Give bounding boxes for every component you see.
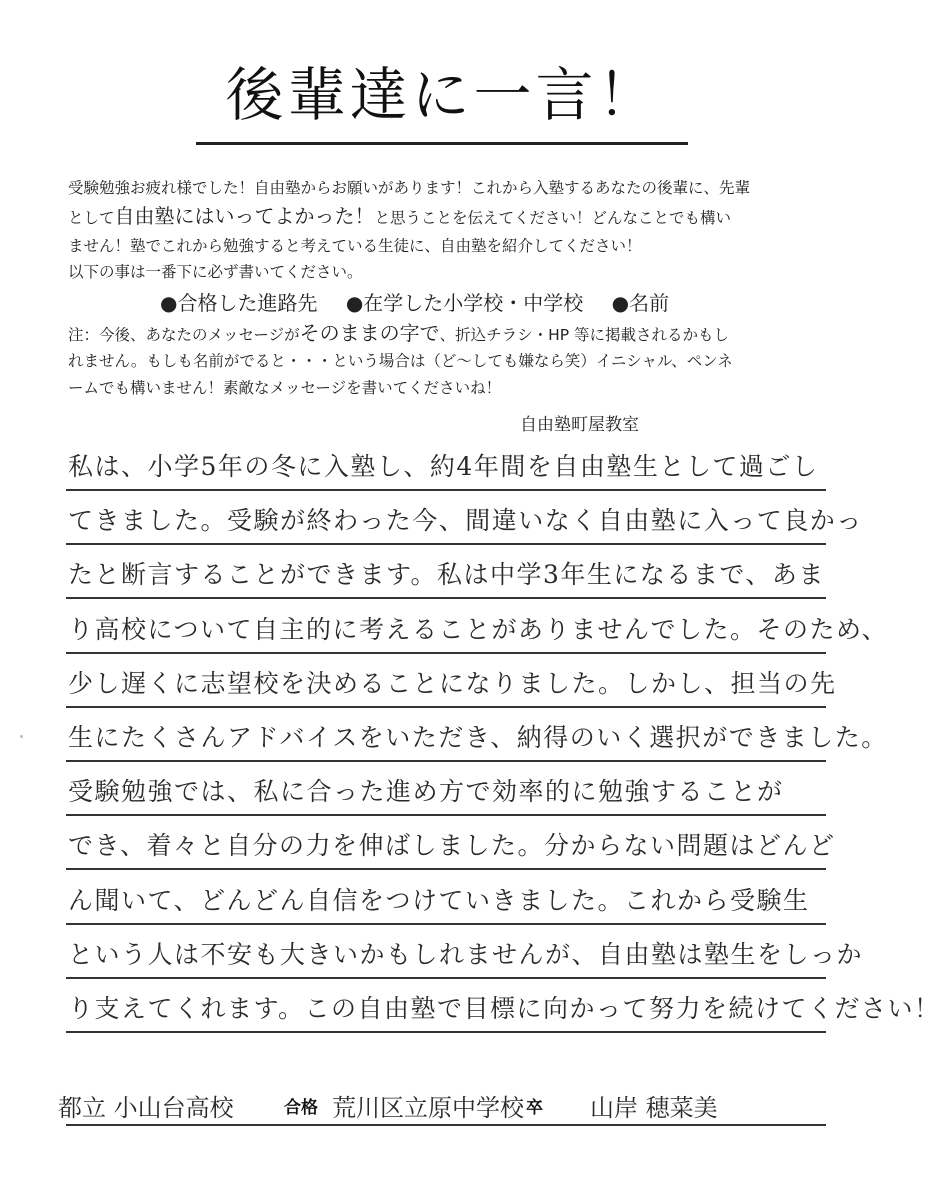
message-line: 少し遅くに志望校を決めることになりました。しかし、担当の先: [68, 668, 837, 698]
scan-speck: [20, 735, 23, 738]
message-line: 生にたくさんアドバイスをいただき、納得のいく選択ができました。: [68, 723, 888, 752]
message-line: り支えてくれます。この自由塾で目標に向かって努力を続けてください！: [68, 994, 941, 1023]
instruction-emphasis: 自由塾にはいってよかった！: [114, 204, 375, 228]
pass-label: 合格: [284, 1098, 318, 1118]
high-school-name: 都立 小山台高校: [58, 1094, 234, 1122]
instruction-line-2-pre: として: [68, 209, 115, 227]
note-post: 、折込チラシ・HP 等に掲載されるかもし: [439, 326, 730, 344]
message-line: でき、着々と自分の力を伸ばしました。分からない問題はどんど: [68, 831, 836, 861]
student-name: 山岸 穂菜美: [590, 1094, 718, 1122]
note-emphasis: そのままの字で: [299, 321, 440, 345]
note-line-3: ームでも構いません！素敵なメッセージを書いてくださいね！: [68, 379, 502, 397]
graduate-label: 卒: [526, 1098, 543, 1118]
ruled-line: [66, 489, 826, 491]
instruction-line-3: ません！塾でこれから勉強すると考えている生徒に、自由塾を紹介してください！: [68, 237, 642, 255]
message-line: ん聞いて、どんどん自信をつけていきました。これから受験生: [68, 885, 810, 915]
instruction-line-4: 以下の事は一番下に必ず書いてください。: [68, 263, 363, 281]
message-line: 私は、小学5年の冬に入塾し、約4年間を自由塾生として過ごし: [68, 452, 819, 481]
requirement-item: ●名前: [611, 291, 670, 315]
signature-rule: [66, 1124, 826, 1126]
ruled-line: [66, 760, 826, 762]
message-line: という人は不安も大きいかもしれませんが、自由塾は塾生をしっか: [68, 939, 864, 969]
ruled-line: [66, 706, 826, 708]
ruled-line: [66, 923, 826, 925]
requirement-item: ●合格した進路先: [160, 291, 318, 315]
note-line-1: [68, 320, 838, 348]
ruled-line: [66, 977, 826, 979]
note-line-2: れません。もしも名前がでると・・・という場合は（ど～しても嫌なら笑）イニシャル、ペンネ: [68, 352, 733, 370]
instruction-line-1: 受験勉強お疲れ様でした！自由塾からお願いがあります！これから入塾するあなたの後輩に、先輩: [68, 179, 751, 197]
school-name: 自由塾町屋教室: [520, 415, 639, 435]
ruled-line: [66, 1031, 826, 1033]
requirements-list: [160, 290, 800, 316]
page-title: 後輩達に一言！: [225, 61, 660, 129]
ruled-line: [66, 597, 826, 599]
ruled-line: [66, 652, 826, 654]
ruled-line: [66, 543, 826, 545]
message-line: たと断言することができます。私は中学3年生になるまで、あま: [68, 560, 825, 590]
message-line: り高校について自主的に考えることがありませんでした。そのため、: [68, 614, 889, 644]
junior-high-name: 荒川区立原中学校: [332, 1094, 524, 1122]
instruction-line-2: [68, 203, 838, 231]
note-pre: 注：今後、あなたのメッセージが: [68, 326, 300, 344]
message-line: 受験勉強では、私に合った進め方で効率的に勉強することが: [68, 777, 784, 807]
requirement-item: ●在学した小学校・中学校: [345, 291, 584, 315]
instruction-line-2-post: と思うことを伝えてください！どんなことでも構い: [374, 209, 732, 227]
ruled-line: [66, 814, 826, 816]
ruled-line: [66, 868, 826, 870]
title-underline: [196, 142, 688, 145]
message-line: てきました。受験が終わった今、間違いなく自由塾に入って良かっ: [68, 506, 863, 536]
